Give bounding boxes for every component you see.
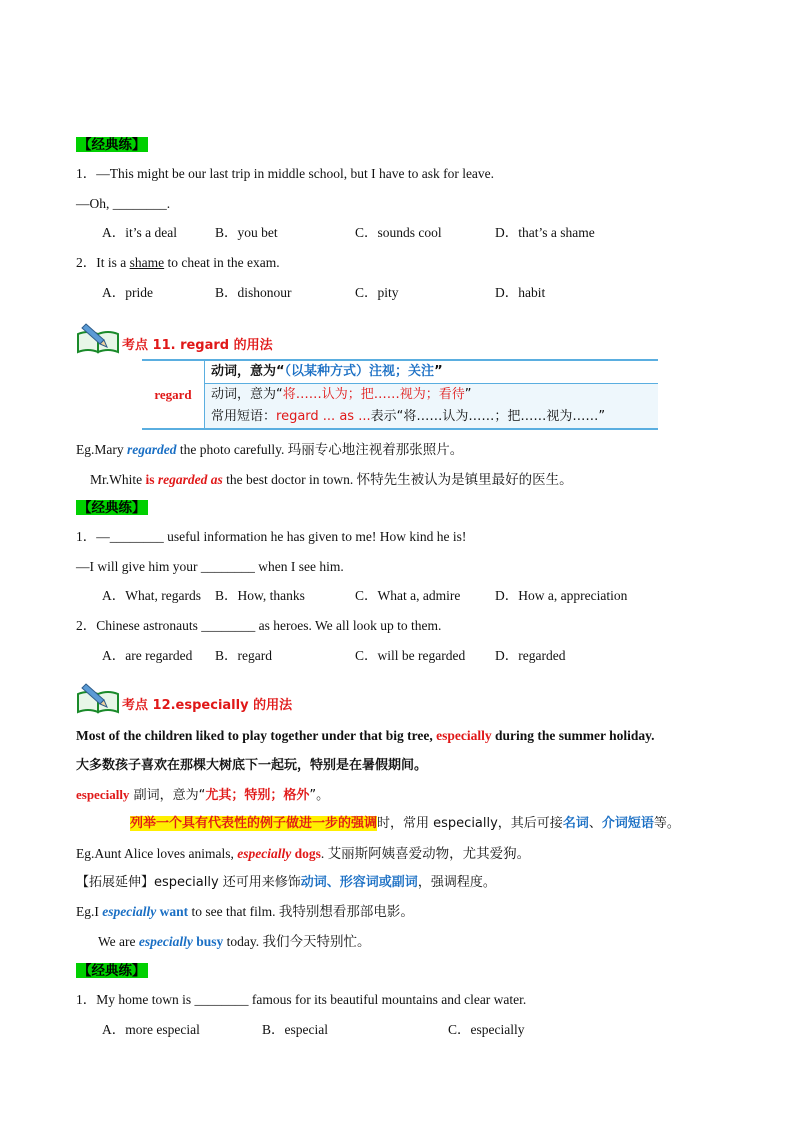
s1-q2-underlined-word: shame <box>129 255 165 270</box>
s1-q1-line2: —Oh, ________. <box>76 196 171 211</box>
k12-definition: especially 副词，意为“尤其；特别；格外”。 <box>76 787 330 803</box>
s1-q2-option-b: B．dishonour <box>215 285 292 300</box>
s2-q2-option-b: B．regard <box>215 648 272 663</box>
s1-q1-option-b: B．you bet <box>215 225 278 240</box>
practice-tag-3: 【经典练】 <box>78 963 146 978</box>
s3-q1-option-a: A．more especial <box>102 1022 200 1037</box>
s2-q1-line2: —I will give him your ________ when I see him. <box>76 559 344 574</box>
s1-q1-option-c: C．sounds cool <box>355 225 442 240</box>
s1-q1-option-d: D．that’s a shame <box>495 225 595 240</box>
k12-example-2: Eg.I especially want to see that film. 我特别想看那部电影。 <box>76 904 414 919</box>
k12-extension: 【拓展延伸】especially 还可用来修饰动词、形容词或副词，强调程度。 <box>76 875 496 890</box>
notebook-pencil-icon <box>76 318 122 354</box>
s3-q1-option-b: B．especial <box>262 1022 328 1037</box>
k11-example-1: Eg.Mary regarded the photo carefully. 玛丽专心地注视着那张照片。 <box>76 442 464 457</box>
section-title-11: 考点 11. regard 的用法 <box>122 338 273 353</box>
s2-q2-line: 2．Chinese astronauts ________ as heroes. We all look up to them. <box>76 618 442 633</box>
k12-example-en: Most of the children liked to play together under that big tree, especially during the summer holiday. <box>76 728 655 743</box>
practice-tag-2: 【经典练】 <box>78 500 146 515</box>
s1-q2-option-d: D．habit <box>495 285 546 300</box>
practice-tag: 【经典练】 <box>78 137 146 152</box>
s1-q1-option-a: A．it’s a deal <box>102 225 177 240</box>
regard-meaning-2: 动词，意为“将……认为；把……视为；看待” <box>205 384 659 407</box>
s3-q1-option-c: C．especially <box>448 1022 525 1037</box>
s1-q1-line1: 1．—This might be our last trip in middle school, but I have to ask for leave. <box>76 166 495 181</box>
regard-phrase: 常用短语：regard ... as ...表示“将……认为……；把……视为……” <box>205 406 659 429</box>
s1-q2-line: 2．It is a shame to cheat in the exam. <box>76 255 280 270</box>
s2-q1-option-a: A．What, regards <box>102 588 201 603</box>
regard-label-cell: regard <box>142 360 205 429</box>
k12-usage: 列举一个具有代表性的例子做进一步的强调时，常用 especially，其后可接名词、介词短语等。 <box>130 816 680 831</box>
s1-q2-option-a: A．pride <box>102 285 153 300</box>
s2-q1-option-c: C．What a, admire <box>355 588 461 603</box>
k12-example-3: We are especially busy today. 我们今天特别忙。 <box>98 934 371 949</box>
s3-q1-line: 1．My home town is ________ famous for its beautiful mountains and clear water. <box>76 992 527 1007</box>
k11-example-2: Mr.White is regarded as the best doctor in town. 怀特先生被认为是镇里最好的医生。 <box>90 472 573 487</box>
s2-q1-option-d: D．How a, appreciation <box>495 588 628 603</box>
s1-q2-option-c: C．pity <box>355 285 399 300</box>
k12-example-1: Eg.Aunt Alice loves animals, especially dogs. 艾丽斯阿姨喜爱动物，尤其爱狗。 <box>76 846 531 861</box>
k12-example-zh: 大多数孩子喜欢在那棵大树底下一起玩，特别是在暑假期间。 <box>76 758 428 773</box>
notebook-pencil-icon <box>76 678 122 714</box>
s2-q1-option-b: B．How, thanks <box>215 588 305 603</box>
s2-q1-line1: 1．—________ useful information he has given to me! How kind he is! <box>76 529 467 544</box>
regard-definition-table <box>142 359 658 430</box>
section-title-12: 考点 12.especially 的用法 <box>122 698 293 713</box>
s2-q2-option-a: A．are regarded <box>102 648 193 663</box>
s2-q2-option-c: C．will be regarded <box>355 648 466 663</box>
regard-meaning-1: 动词，意为“（以某种方式）注视；关注” <box>205 360 659 384</box>
s2-q2-option-d: D．regarded <box>495 648 566 663</box>
